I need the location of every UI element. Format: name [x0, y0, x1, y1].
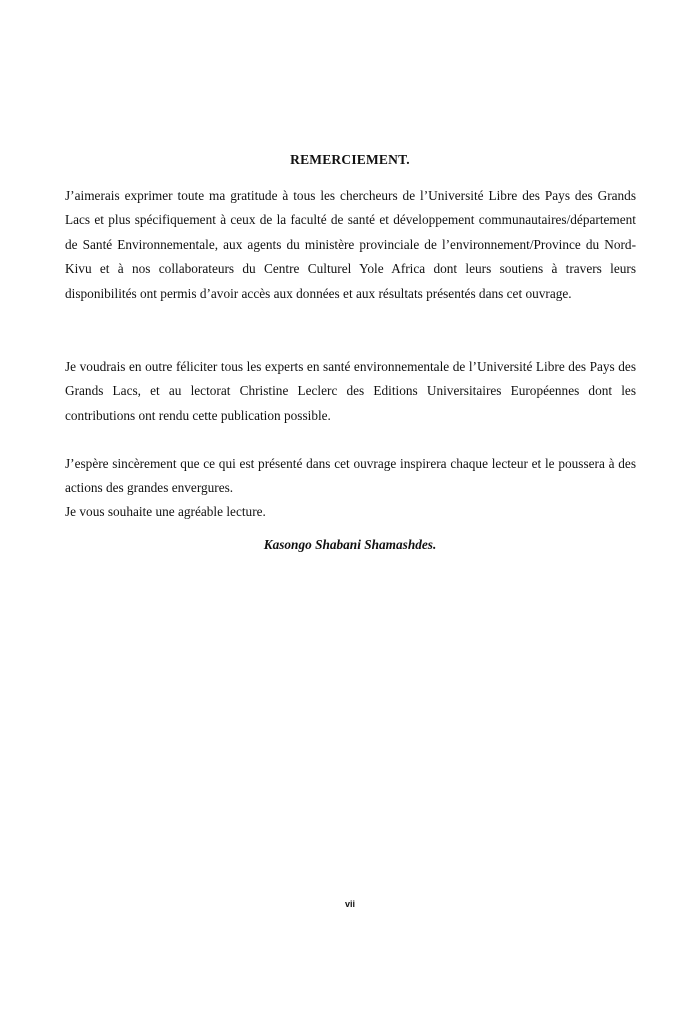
- closing-line: Je vous souhaite une agréable lecture.: [65, 504, 266, 519]
- page-number: vii: [344, 899, 355, 909]
- author-signature: Kasongo Shabani Shamashdes.: [263, 537, 437, 552]
- paragraph-acknowledgement-researchers: J’aimerais exprimer toute ma gratitude à tous les chercheurs de l’Université Libre des Pays des Grands Lacs et plus spécifiquement à ceux de la faculté de santé et développement communautaires/département de Santé Environnementale, aux agents du ministère provinciale de l’environnement/Province du Nord- Kivu et à nos collaborateurs du Centre Culturel Yole Africa dont leurs soutiens à travers leurs disponibilités ont permis d’avoir accès aux données et aux résultats présentés dans cet ouvrage.: [65, 188, 636, 301]
- page-title: REMERCIEMENT.: [290, 152, 410, 167]
- paragraph-congratulate-experts: Je voudrais en outre féliciter tous les experts en santé environnementale de l’Université Libre des Pays des Grands Lacs, et au lectorat Christine Leclerc des Editions Universitaires Européennes dont les contributions ont rendu cette publication possible.: [65, 359, 636, 423]
- paragraph-hope-inspire: J’espère sincèrement que ce qui est présenté dans cet ouvrage inspirera chaque lecteur et le poussera à des actions des grandes envergures.: [65, 456, 636, 496]
